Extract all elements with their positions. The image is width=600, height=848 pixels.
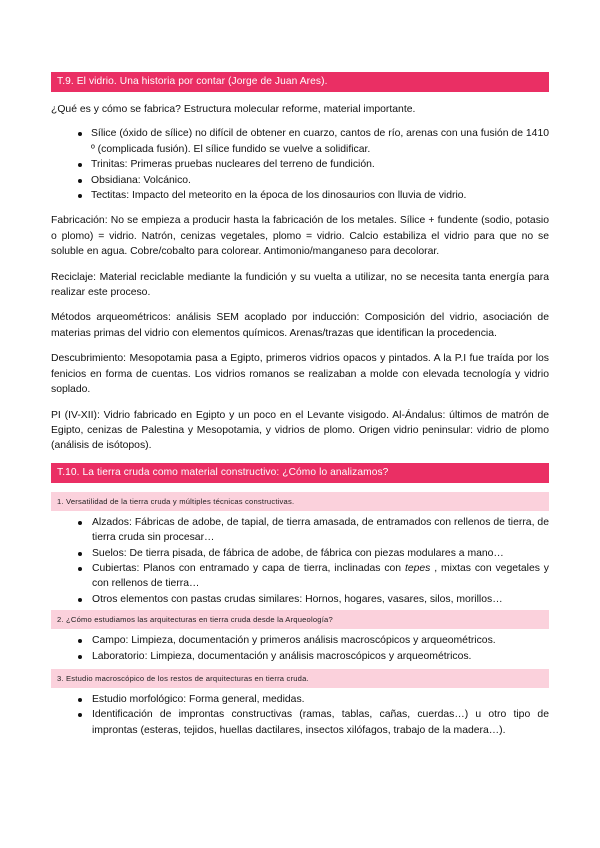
subsection-title-2: 2. ¿Cómo estudiamos las arquitecturas en tierra cruda desde la Arqueología? bbox=[51, 610, 549, 629]
list-item: Laboratorio: Limpieza, documentación y análisis macroscópicos y arqueométricos. bbox=[51, 649, 549, 664]
bullet-icon bbox=[78, 194, 82, 198]
list-item: Tectitas: Impacto del meteorito en la época de los dinosaurios con lluvia de vidrio. bbox=[51, 188, 549, 203]
study-methods-list bbox=[51, 633, 549, 664]
techniques-list bbox=[51, 515, 549, 607]
bullet-icon bbox=[78, 598, 82, 602]
section-title-t10: T.10. La tierra cruda como material constructivo: ¿Cómo lo analizamos? bbox=[51, 463, 549, 483]
bullet-icon bbox=[78, 639, 82, 643]
bullet-icon bbox=[78, 655, 82, 659]
list-item: Sílice (óxido de sílice) no difícil de obtener en cuarzo, cantos de río, arenas con una fusión de 1410 º (complicada fusión). El sílice fundido se vuelve a solidificar. bbox=[51, 126, 549, 157]
reciclaje-paragraph: Reciclaje: Material reciclable mediante la fundición y su vuelta a utilizar, no se necesita tanta energía para realizar este proceso. bbox=[51, 271, 549, 299]
bullet-icon bbox=[78, 552, 82, 556]
subsection-title-1: 1. Versatilidad de la tierra cruda y múltiples técnicas constructivas. bbox=[51, 492, 549, 511]
section-title-t9: T.9. El vidrio. Una historia por contar (Jorge de Juan Ares). bbox=[51, 72, 549, 92]
list-item: Otros elementos con pastas crudas similares: Hornos, hogares, vasares, silos, morillos… bbox=[51, 592, 549, 607]
glass-types-list bbox=[51, 126, 549, 203]
list-item: Cubiertas: Planos con entramado y capa de tierra, inclinadas con tepes , mixtas con vegetales y con rellenos de tierra… bbox=[51, 561, 549, 592]
macroscopic-study-list bbox=[51, 692, 549, 738]
list-item: Obsidiana: Volcánico. bbox=[51, 173, 549, 188]
bullet-icon bbox=[78, 179, 82, 183]
pi-paragraph: PI (IV-XII): Vidrio fabricado en Egipto y un poco en el Levante visigodo. Al-Ándalus: últimos de matrón de Egipto, cenizas de Palestina y Mesopotamia, y vidrios de plomo. Origen vidrio peninsular: vidrio de plomo (análisis de isótopos). bbox=[51, 409, 549, 452]
bullet-icon bbox=[78, 567, 82, 571]
list-item: Alzados: Fábricas de adobe, de tapial, de tierra amasada, de entramados con rellenos de tierra, de tierra cruda sin procesar… bbox=[51, 515, 549, 546]
metodos-paragraph: Métodos arqueométricos: análisis SEM acoplado por inducción: Composición del vidrio, asociación de materias primas del vidrio con elementos químicos. Arenas/trazas que identifican la procedencia. bbox=[51, 312, 549, 339]
list-item: Campo: Limpieza, documentación y primeros análisis macroscópicos y arqueométricos. bbox=[51, 633, 549, 648]
bullet-icon bbox=[78, 713, 82, 717]
list-item: Suelos: De tierra pisada, de fábrica de adobe, de fábrica con piezas modulares a mano… bbox=[51, 546, 549, 561]
fabricacion-paragraph: Fabricación: No se empieza a producir hasta la fabricación de los metales. Sílice + fundente (sodio, potasio o plomo) = vidrio. Natrón, cenizas vegetales, plomo = vidrio. Calcio estabiliza el vidrio para que no se soluble en agua. Cobre/cobalto para colorear. Antimonio/manganeso para decolorar. bbox=[51, 215, 549, 258]
document-content bbox=[51, 72, 549, 738]
bullet-icon bbox=[78, 132, 82, 136]
list-item: Identificación de improntas constructivas (ramas, tablas, cañas, cuerdas…) u otro tipo de improntas (esteras, tejidos, huellas dactilares, insectos xilófagos, trabajo de la madera…). bbox=[51, 707, 549, 738]
descubrimiento-paragraph: Descubrimiento: Mesopotamia pasa a Egipto, primeros vidrios opacos y pintados. A la P.I fue traída por los fenicios en forma de cuentas. Los vidrios romanos se realizaban a molde con elevada tecnología y vidrio soplado. bbox=[51, 353, 549, 396]
list-item: Trinitas: Primeras pruebas nucleares del terreno de fundición. bbox=[51, 157, 549, 172]
list-item: Estudio morfológico: Forma general, medidas. bbox=[51, 692, 549, 707]
bullet-icon bbox=[78, 698, 82, 702]
intro-paragraph: ¿Qué es y cómo se fabrica? Estructura molecular reforme, material importante. bbox=[51, 104, 416, 115]
bullet-icon bbox=[78, 521, 82, 525]
bullet-icon bbox=[78, 163, 82, 167]
subsection-title-3: 3. Estudio macroscópico de los restos de arquitecturas en tierra cruda. bbox=[51, 669, 549, 688]
